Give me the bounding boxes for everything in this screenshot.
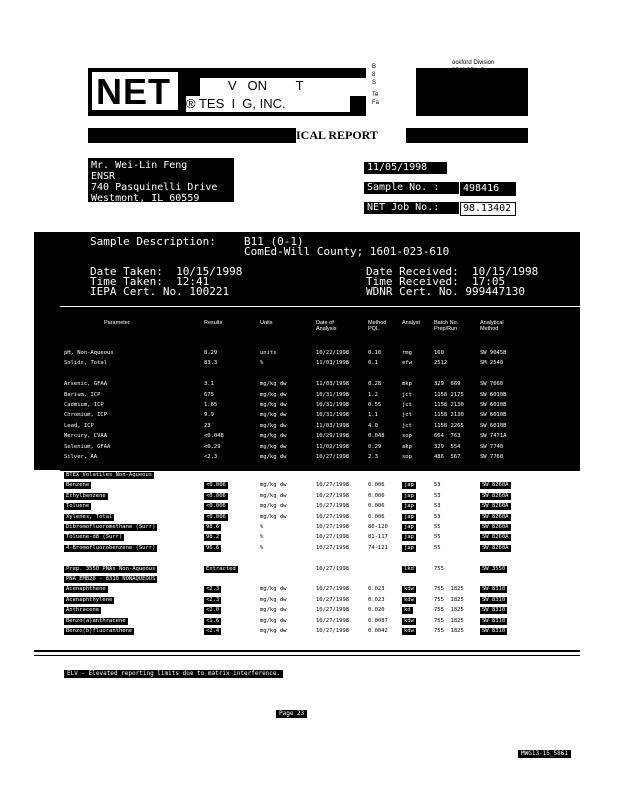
table-cell: 664 763 [434, 433, 461, 440]
table-cell: lkd [404, 565, 414, 572]
table-cell: Benzo(a)anthracene [66, 617, 126, 624]
table-cell: 53 [434, 492, 441, 499]
table-cell: jap [404, 503, 414, 510]
table-cell: 0.006 [368, 482, 385, 489]
mid-addr-4: Te [372, 92, 379, 98]
table-cell: 1.1 [368, 412, 378, 419]
table-row [34, 482, 580, 491]
table-cell: 3.1 [204, 381, 214, 388]
table-cell: Arsenic, GFAA [64, 381, 108, 388]
table-cell: 11/03/1998 [316, 422, 350, 429]
table-row [34, 524, 580, 533]
table-cell: SW 8260A [482, 534, 509, 541]
table-cell: PNA EMB26 - 8310 NONAQUEOUS [66, 576, 156, 582]
table-cell: 10/27/1998 [316, 596, 350, 603]
table-cell: 0.023 [368, 586, 385, 593]
sample-no-value: 498416 [460, 182, 516, 196]
sample-no-label: Sample No. : [364, 182, 459, 194]
table-cell: 755 1825 [434, 617, 464, 624]
table-cell: SW 8310 [482, 617, 506, 624]
table-cell: 10/22/1998 [316, 350, 350, 356]
bottom-rule [34, 650, 580, 652]
table-cell: 11/02/1998 [316, 443, 350, 450]
table-cell: 755 1825 [434, 586, 464, 593]
table-cell: mg/kg dw [260, 412, 287, 419]
table-cell: Solids, Total [64, 360, 108, 367]
table-cell: 11/03/1998 [316, 381, 350, 388]
table-cell: 486 567 [434, 454, 461, 460]
table-cell: <2.3 [204, 454, 218, 460]
table-cell: kd [404, 607, 411, 614]
table-cell: sop [402, 454, 412, 460]
col-batch: Batch No. Prep/Run [434, 320, 459, 332]
division-line-2: 3543 35th Street [452, 67, 497, 74]
table-cell: kdw [404, 628, 414, 634]
table-cell: <2.0 [206, 607, 220, 614]
lower-rule [60, 470, 580, 471]
document-id: MWG13-15_5861 [518, 750, 571, 758]
table-cell: 755 [434, 565, 444, 572]
col-date: Date of Analysis [316, 320, 337, 332]
table-cell: Toluene-d8 (Surr) [66, 534, 123, 541]
table-cell: 2512 [434, 360, 448, 367]
table-cell: 10/27/1998 [316, 617, 350, 624]
table-cell: 1158 2265 [434, 422, 464, 429]
table-cell: Anthracene [66, 607, 100, 614]
table-cell: 98.2 [206, 534, 220, 541]
table-row [34, 597, 580, 606]
sample-desc-label: Sample Description: [90, 235, 216, 248]
table-cell: 10/27/1998 [316, 534, 350, 541]
division-line-3: Rockford, IL 61109 [452, 75, 503, 81]
table-cell: <1.6 [206, 617, 220, 624]
table-cell: 10/31/1998 [316, 391, 350, 398]
sample-desc-value: B11 (0-1) [244, 235, 304, 248]
table-header [34, 320, 580, 342]
table-cell: mg/kg dw [260, 454, 287, 460]
table-cell: 53 [434, 513, 441, 520]
date-received: Date Received: 10/15/1998 [366, 265, 539, 278]
client-address-block [88, 158, 234, 202]
table-cell: Barium, ICP [64, 391, 101, 398]
table-cell: 9.9 [204, 412, 214, 419]
table-cell: mg/kg dw [260, 617, 287, 624]
table-cell: SW 8260A [482, 524, 509, 530]
table-cell: BTEX Volatiles Non-Aqueous [66, 472, 153, 478]
table-cell: mg/kg dw [260, 596, 287, 603]
table-cell: % [260, 360, 264, 367]
company-name-line1: V ON T [200, 78, 378, 96]
table-cell: Mercury, CVAA [64, 433, 108, 440]
table-cell: mg/kg dw [260, 628, 287, 634]
table-top [34, 350, 580, 462]
table-cell: 1.65 [204, 402, 218, 408]
table-cell: SW 6010B [480, 412, 507, 419]
table-cell: jct [402, 402, 412, 408]
table-cell: units [260, 350, 277, 356]
table-cell: SW 8260A [482, 544, 509, 551]
table-row [34, 534, 580, 543]
table-cell: 0.28 [368, 381, 382, 388]
table-row [34, 503, 580, 512]
table-cell: SW 8310 [482, 628, 506, 634]
table-cell: akp [402, 443, 412, 450]
table-cell: pH, Non-Aqueous [64, 350, 114, 356]
division-line-7: (800) 807-2877 [452, 97, 494, 104]
table-row [34, 402, 580, 411]
table-row [34, 607, 580, 616]
table-cell: mg/kg dw [260, 503, 287, 510]
table-row [34, 444, 580, 453]
table-cell: 10/29/1998 [316, 433, 350, 440]
table-cell: Prep. 3550 PNAs Non-Aqueous [66, 565, 156, 572]
table-cell: mg/kg dw [260, 513, 287, 520]
table-cell: kdw [404, 596, 414, 603]
table-cell: 160 [434, 350, 444, 356]
table-row [34, 371, 580, 380]
table-cell: Ethylbenzene [66, 492, 106, 499]
wdnr-cert: WDNR Cert. No. 999447130 [366, 285, 525, 298]
table-cell: jap [404, 534, 414, 541]
time-received: Time Received: 17:05 [366, 275, 506, 288]
table-cell: 1158 2130 [434, 412, 464, 419]
table-cell: 10/27/1998 [316, 482, 350, 489]
table-cell: mg/kg dw [260, 492, 287, 499]
table-row [34, 472, 580, 481]
table-row [34, 454, 580, 463]
mid-addr-1: B [372, 64, 377, 70]
table-cell: <2.3 [206, 586, 220, 593]
footer-note: ELV - Elevated reporting limits due to matrix interference. [64, 670, 283, 678]
mid-address [366, 62, 416, 116]
table-cell: 0.006 [368, 492, 385, 499]
table-cell: 755 1825 [434, 596, 464, 603]
client-line-3: 740 Pasquinelli Drive [91, 182, 218, 193]
table-cell: jct [402, 422, 412, 429]
table-row [34, 545, 580, 554]
mid-addr-5: Fa [372, 100, 380, 106]
table-cell: 10/27/1998 [316, 524, 350, 530]
time-taken: Time Taken: 12:41 [90, 275, 210, 288]
report-title: ICAL REPORT [296, 128, 406, 143]
table-cell: Chromium, ICP [64, 412, 108, 419]
table-cell: Benzene [66, 482, 90, 489]
company-logo: NET [96, 71, 171, 112]
table-cell: SW 6010B [480, 391, 507, 398]
table-row [34, 514, 580, 523]
table-row [34, 555, 580, 564]
table-cell: jap [404, 524, 414, 530]
table-cell: 0.55 [368, 402, 382, 408]
table-cell: mg/kg dw [260, 443, 287, 450]
table-cell: 755 1825 [434, 607, 464, 614]
table-row [34, 392, 580, 401]
mid-addr-2: 8 [372, 72, 376, 78]
bottom-rule-2 [34, 655, 580, 656]
table-row [34, 433, 580, 442]
table-cell: SW 8260A [482, 492, 509, 499]
table-cell: SW 7471A [480, 433, 507, 440]
table-cell: SW 8260A [482, 482, 509, 489]
table-cell: 10/27/1998 [316, 454, 350, 460]
col-analyst: Analyst [402, 320, 421, 326]
table-cell: mkp [402, 381, 412, 388]
table-cell: 0.023 [368, 596, 385, 603]
table-cell: efw [402, 360, 412, 367]
table-cell: 10/27/1998 [316, 628, 350, 634]
division-line-5: Tel: (815) 874-2171 [452, 82, 505, 89]
table-cell: mg/kg dw [260, 422, 287, 429]
table-row [34, 618, 580, 627]
table-cell: 0.29 [368, 443, 382, 450]
table-cell: 0.048 [368, 433, 385, 440]
client-line-1: Mr. Wei-Lin Feng [91, 160, 188, 171]
table-cell: kdw [404, 617, 414, 624]
table-cell: 98.6 [206, 524, 220, 530]
table-cell: Toluene [66, 503, 90, 510]
table-cell: 96.6 [206, 544, 220, 551]
table-row [34, 423, 580, 432]
table-cell: 0.006 [368, 513, 385, 520]
table-cell: 8.29 [204, 350, 218, 356]
table-cell: 0.10 [368, 350, 382, 356]
table-cell: SW 8310 [482, 596, 506, 603]
table-cell: SM 2540 [480, 360, 504, 367]
table-cell: jap [404, 544, 414, 551]
table-cell: 10/27/1998 [316, 544, 350, 551]
table-cell: 329 669 [434, 381, 461, 388]
table-row [34, 586, 580, 595]
col-method: Analytical Method [480, 320, 504, 332]
table-cell: 10/27/1998 [316, 586, 350, 593]
table-cell: 2.3 [368, 454, 378, 460]
table-cell: 675 [204, 391, 214, 398]
table-row [34, 412, 580, 421]
division-line-1: ockford Division [452, 60, 495, 66]
col-pql: Method PQL [368, 320, 387, 332]
table-cell: <0.006 [206, 492, 226, 499]
table-cell: 329 554 [434, 443, 461, 450]
table-cell: 0.0087 [368, 617, 388, 624]
report-date: 11/05/1998 [364, 162, 447, 174]
iepa-cert: IEPA Cert. No. 100221 [90, 285, 230, 298]
table-row [34, 576, 580, 585]
table-cell: kdw [404, 586, 414, 593]
table-cell: Dibromofluoromethane (Surr) [66, 524, 156, 530]
table-cell: SW 6010B [480, 402, 507, 408]
table-cell: 4.0 [368, 422, 378, 429]
table-cell: <2.4 [206, 628, 220, 634]
table-cell: sop [402, 433, 412, 440]
table-cell: <0.29 [204, 443, 221, 450]
table-cell: <0.006 [206, 482, 226, 489]
table-cell: 11/03/1998 [316, 360, 350, 367]
table-cell: mg/kg dw [260, 391, 287, 398]
table-cell: 10/31/1998 [316, 412, 350, 419]
table-cell: Xylenes, Total [66, 513, 113, 520]
sample-desc-value2: ComEd-Will County; 1601-023-610 [244, 245, 450, 258]
table-cell: mg/kg dw [260, 402, 287, 408]
table-cell: jap [404, 492, 414, 499]
table-cell: SW 6010B [480, 422, 507, 429]
table-cell: SW 8310 [482, 607, 506, 614]
table-cell: SW 8260A [482, 513, 509, 520]
table-cell: Benzo(b)fluoranthene [66, 628, 133, 634]
table-cell: jap [404, 482, 414, 489]
table-cell: <2.3 [206, 596, 220, 603]
table-cell: 1158 2130 [434, 402, 464, 408]
table-cell: mg/kg dw [260, 433, 287, 440]
table-cell: 10/27/1998 [316, 565, 350, 572]
table-cell: Acenaphthene [66, 586, 106, 593]
table-cell: 53 [434, 482, 441, 489]
table-cell: 0.006 [368, 503, 385, 510]
table-cell: mg/kg dw [260, 381, 287, 388]
col-parameter: Parameter [104, 320, 130, 326]
table-cell: Cadmium, ICP [64, 402, 104, 408]
table-cell: 83.3 [204, 360, 218, 367]
table-cell: SW 3550 [482, 565, 506, 572]
col-units: Units [260, 320, 273, 326]
table-cell: 1.2 [368, 391, 378, 398]
col-results: Results [204, 320, 223, 326]
table-cell: mg/kg dw [260, 586, 287, 593]
table-cell: % [260, 524, 264, 530]
table-cell: jct [402, 391, 412, 398]
table-cell: jct [402, 412, 412, 419]
page-number: Page 23 [276, 710, 307, 718]
client-line-2: ENSR [91, 171, 116, 182]
date-taken: Date Taken: 10/15/1998 [90, 265, 243, 278]
table-cell: SW 8260A [482, 503, 509, 510]
table-cell: 755 1825 [434, 628, 464, 634]
table-cell: <0.048 [204, 433, 224, 440]
table-cell: 10/31/1998 [316, 402, 350, 408]
table-row [34, 350, 580, 359]
table-cell: Silver, AA [64, 454, 98, 460]
table-cell: <0.006 [206, 503, 226, 510]
table-cell: 53 [434, 503, 441, 510]
table-row [34, 566, 580, 575]
table-cell: 1158 2175 [434, 391, 464, 398]
table-cell: 10/27/1998 [316, 503, 350, 510]
table-cell: 4-Bromofluorobenzene (Surr) [66, 544, 156, 551]
client-line-4: Westmont, IL 60559 [91, 193, 200, 204]
table-cell: mg/kg dw [260, 607, 287, 614]
table-cell: Acenaphthylene [66, 596, 113, 603]
table-cell: SW 7060 [480, 381, 504, 388]
table-cell: 23 [204, 422, 211, 429]
banner-divider [60, 306, 580, 307]
table-cell: 0.020 [368, 607, 385, 614]
table-cell: SW 7740 [480, 443, 504, 450]
table-cell: SW 9045B [480, 350, 507, 356]
table-cell: % [260, 534, 264, 541]
table-cell: 74-121 [368, 544, 388, 551]
table-cell: 55 [434, 544, 441, 551]
table-cell: SW 8310 [482, 586, 506, 593]
table-cell: SW 7760 [480, 454, 504, 460]
table-cell: Lead, ICP [64, 422, 94, 429]
division-line-6: Fax: (815) 874-5622 [452, 90, 507, 96]
table-cell: 81-117 [368, 534, 388, 541]
table-cell: <0.006 [206, 513, 226, 520]
table-row [34, 381, 580, 390]
table-cell: Extracted [206, 565, 236, 572]
table-cell: 55 [434, 524, 441, 530]
table-cell: mg/kg dw [260, 482, 287, 489]
table-row [34, 628, 580, 637]
job-no-label: NET Job No.: [364, 202, 459, 214]
table-cell: 10/27/1998 [316, 607, 350, 614]
company-name-line2: ® TES I G, INC. [186, 96, 350, 112]
table-cell: jap [404, 513, 414, 520]
table-cell: Selenium, GFAA [64, 443, 111, 450]
division-address [452, 60, 530, 116]
table-bottom [34, 472, 580, 642]
table-cell: rmg [402, 350, 412, 356]
table-cell: 0.0042 [368, 628, 388, 634]
mid-addr-3: S [372, 80, 377, 86]
table-cell: 10/27/1998 [316, 513, 350, 520]
table-cell: 0.1 [368, 360, 378, 367]
table-row [34, 360, 580, 369]
table-cell: 55 [434, 534, 441, 541]
table-row [34, 493, 580, 502]
job-no-value: 98.13402 [460, 202, 516, 216]
table-cell: % [260, 544, 264, 551]
table-cell: 10/27/1998 [316, 492, 350, 499]
table-cell: 80-120 [368, 524, 388, 530]
